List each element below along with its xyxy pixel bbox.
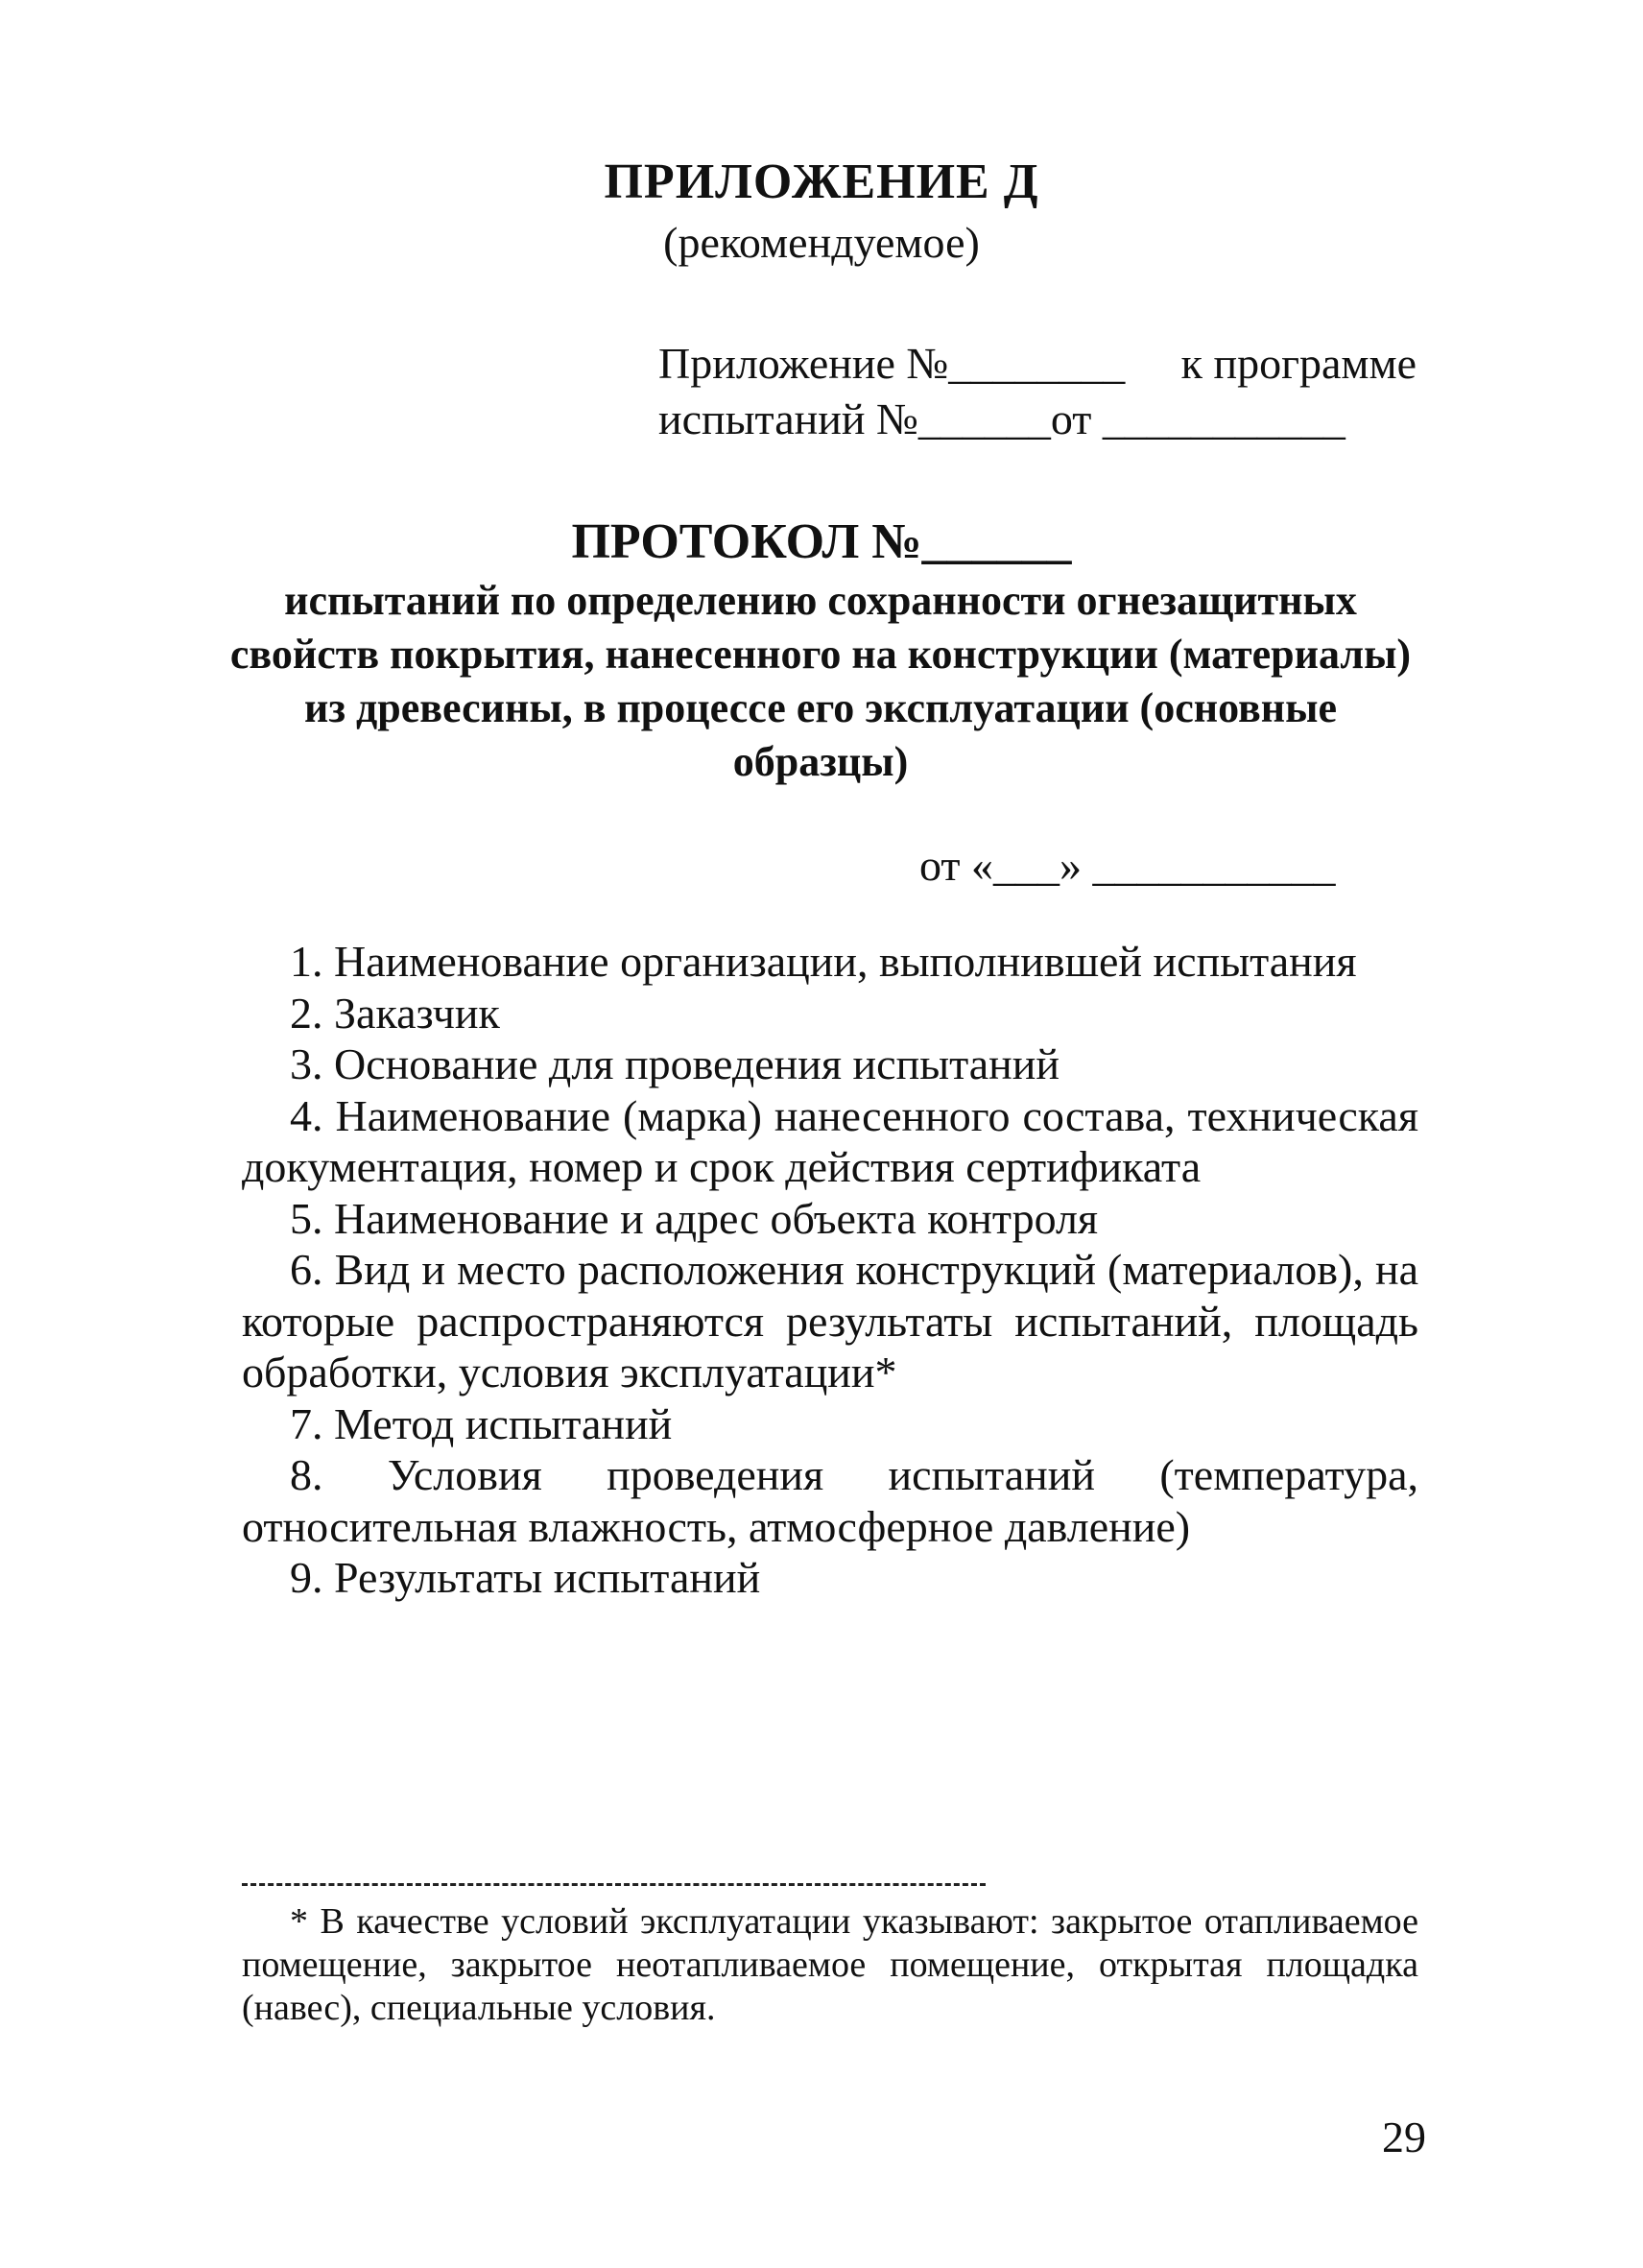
protocol-date-line: от «___» ___________ xyxy=(919,841,1336,890)
list-item: 6. Вид и место расположения конструкций (материалов), на которые распространяются результаты испытаний, площадь обработки, условия эксплуатации* xyxy=(242,1245,1418,1397)
list-item: 5. Наименование и адрес объекта контроля xyxy=(290,1193,1099,1243)
list-item: 2. Заказчик xyxy=(290,988,500,1038)
list-item: 1. Наименование организации, выполнившей испытания xyxy=(290,937,1357,986)
appendix-subtitle: (рекомендуемое) xyxy=(663,218,980,267)
list-item: 4. Наименование (марка) нанесенного состава, техническая документация, номер и срок действия сертификата xyxy=(242,1090,1418,1191)
protocol-title: ПРОТОКОЛ №______ xyxy=(571,514,1072,569)
footnote-divider xyxy=(242,1883,986,1886)
page-number: 29 xyxy=(1382,2113,1426,2161)
program-reference-number: Приложение №________ xyxy=(658,339,1126,388)
protocol-subtitle: испытаний по определению сохранности огнезащитных свойств покрытия, нанесенного на конструкции (материалы) из древесины, в процессе его эксплуатации (основные образцы) xyxy=(229,577,1412,785)
list-item: 7. Метод испытаний xyxy=(290,1398,673,1448)
protocol-items-list xyxy=(242,936,1418,1604)
list-item: 3. Основание для проведения испытаний xyxy=(290,1039,1060,1088)
footnote: * В качестве условий эксплуатации указывают: закрытое отапливаемое помещение, закрытое неотапливаемое помещение, открытая площадка (навес), специальные условия. xyxy=(242,1901,1418,2028)
program-reference-to: к программе xyxy=(1180,339,1417,388)
list-item: 8. Условия проведения испытаний (температура, относительная влажность, атмосферное давление) xyxy=(242,1450,1418,1551)
program-reference-line-1 xyxy=(658,338,1417,389)
program-reference-line-2: испытаний №______от ___________ xyxy=(658,394,1345,443)
appendix-title: ПРИЛОЖЕНИЕ Д xyxy=(604,155,1039,209)
list-item: 9. Результаты испытаний xyxy=(290,1553,761,1602)
